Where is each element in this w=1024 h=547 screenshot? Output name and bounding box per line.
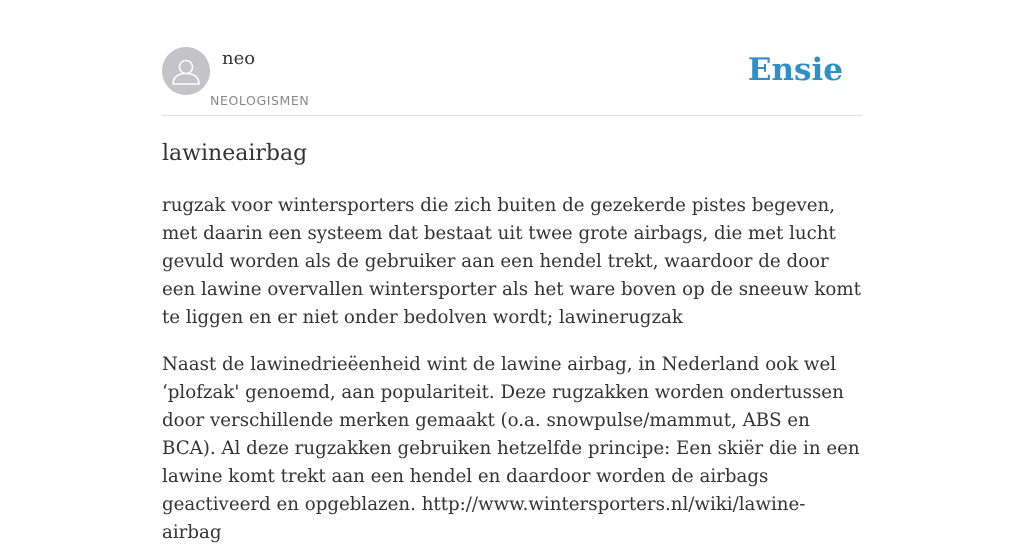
- entry-header: [162, 47, 862, 116]
- entry-title: lawineairbag: [162, 141, 308, 166]
- category-link[interactable]: NEOLOGISMEN: [210, 93, 310, 108]
- example-text: Naast de lawinedrieëenheid wint de lawine airbag, in Nederland ook wel ‘plofzak' genoemd, aan populariteit. Deze rugzakken worden ondertussen door verschillende merken gemaakt (o.a. snowpulse/mammut, ABS en BCA). Al deze rugzakken gebruiken hetzelfde principe: Een skiër die in een lawine komt trekt aan een hendel en daardoor worden de airbags geactiveerd en opgeblazen.: [162, 354, 860, 515]
- ensie-logo[interactable]: Ensie: [747, 52, 843, 88]
- entry-definition: rugzak voor wintersporters die zich buiten de gezekerde pistes begeven, met daarin een systeem dat bestaat uit twee grote airbags, die met lucht gevuld worden als de gebruiker aan een hendel trekt, waardoor de door een lawine overvallen wintersporter als het ware boven op de sneeuw komt te liggen en er niet onder bedolven wordt; lawinerugzak: [162, 195, 861, 328]
- username-link[interactable]: neo: [222, 48, 256, 69]
- user-silhouette-icon: [162, 47, 210, 95]
- source-link[interactable]: http://www.wintersporters.nl/wiki/lawine-airbag: [162, 494, 806, 543]
- entry-example: [162, 351, 862, 547]
- user-avatar[interactable]: [162, 47, 210, 95]
